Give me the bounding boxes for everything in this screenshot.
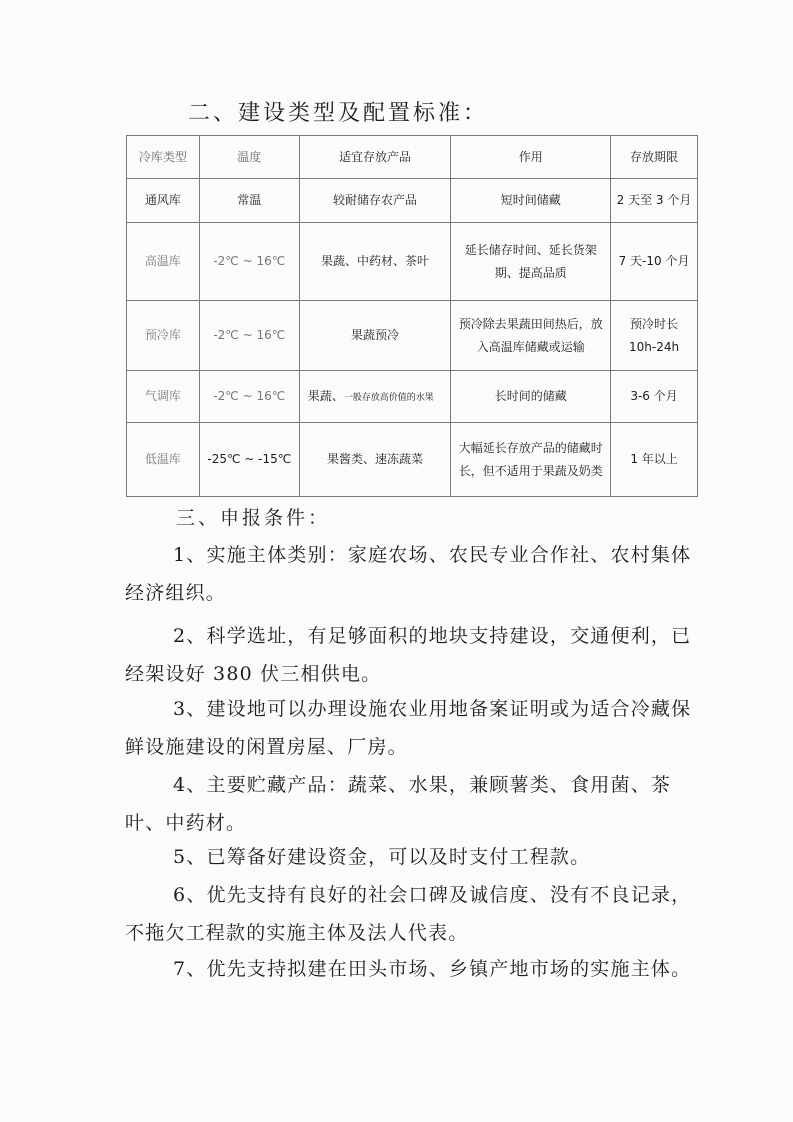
cell-temp: -2℃ ~ 16℃ — [199, 223, 299, 301]
cell-purpose-line: 入高温库储藏或运输 — [476, 339, 585, 354]
cell-purpose — [451, 223, 611, 301]
cell-product — [299, 371, 451, 423]
cell-purpose: 短时间储藏 — [451, 179, 611, 223]
condition-item: 2、科学选址，有足够面积的地块支持建设，交通便利，已经架设好 380 伏三相供电。 — [125, 625, 692, 685]
cell-purpose-line: 长，但不适用于果蔬及奶类 — [458, 463, 603, 478]
table-row — [127, 423, 698, 497]
table-header-row — [127, 136, 698, 179]
cell-purpose-line: 预冷除去果蔬田间热后，放 — [458, 316, 603, 331]
cell-period-line: 10h-24h — [628, 339, 680, 354]
table-row — [127, 301, 698, 371]
condition-item: 4、主要贮藏产品：蔬菜、水果，兼顾薯类、食用菌、茶叶、中药材。 — [125, 774, 672, 834]
cell-product-main: 果蔬、 — [307, 389, 344, 404]
table-row — [127, 179, 698, 223]
cell-temp: -2℃ ~ 16℃ — [199, 301, 299, 371]
header-cell: 作用 — [451, 136, 611, 179]
cell-period — [611, 301, 698, 371]
condition-item: 7、优先支持拟建在田头市场、乡镇产地市场的实施主体。 — [173, 958, 692, 980]
header-cell: 适宜存放产品 — [299, 136, 451, 179]
cell-temp: -2℃ ~ 16℃ — [199, 371, 299, 423]
header-cell: 冷库类型 — [127, 136, 200, 179]
cell-period: 3-6 个月 — [611, 371, 698, 423]
cell-period: 7 天-10 个月 — [611, 223, 698, 301]
section-2-heading: 二、建设类型及配置标准： — [188, 101, 489, 126]
header-cell: 温度 — [199, 136, 299, 179]
cell-purpose-line: 延长储存时间、延长货架 — [464, 242, 597, 257]
cell-product: 果蔬预冷 — [299, 301, 451, 371]
cell-purpose-line: 期、提高品质 — [494, 265, 567, 280]
cell-period: 1 年以上 — [611, 423, 698, 497]
cell-type: 高温库 — [127, 223, 200, 301]
cell-product: 较耐储存农产品 — [299, 179, 451, 223]
cell-purpose — [451, 423, 611, 497]
cell-type: 低温库 — [127, 423, 200, 497]
cell-temp: -25℃ ~ -15℃ — [199, 423, 299, 497]
table-row — [127, 223, 698, 301]
cell-product: 果蔬、中药材、茶叶 — [299, 223, 451, 301]
cell-period-line: 预冷时长 — [630, 316, 679, 331]
condition-item: 5、已筹备好建设资金，可以及时支付工程款。 — [173, 846, 591, 868]
table-row — [127, 371, 698, 423]
condition-item: 1、实施主体类别：家庭农场、农民专业合作社、农村集体经济组织。 — [125, 544, 692, 604]
cell-purpose-line: 大幅延长存放产品的储藏时 — [458, 440, 603, 455]
cell-period: 2 天至 3 个月 — [611, 179, 698, 223]
cell-product-note: 一般存放高价值的水果 — [343, 393, 434, 404]
cell-purpose — [451, 301, 611, 371]
condition-item: 3、建设地可以办理设施农业用地备案证明或为适合冷藏保鲜设施建设的闲置房屋、厂房。 — [125, 698, 692, 758]
header-cell: 存放期限 — [611, 136, 698, 179]
condition-item: 6、优先支持有良好的社会口碑及诚信度、没有不良记录，不拖欠工程款的实施主体及法人代表。 — [125, 884, 692, 944]
cold-storage-standards-table — [126, 135, 698, 497]
cell-type: 预冷库 — [127, 301, 200, 371]
cell-type: 通风库 — [127, 179, 200, 223]
section-3-heading: 三、申报条件： — [176, 507, 331, 529]
cell-purpose: 长时间的储藏 — [451, 371, 611, 423]
cell-product: 果酱类、速冻蔬菜 — [299, 423, 451, 497]
cell-type: 气调库 — [127, 371, 200, 423]
cell-temp: 常温 — [199, 179, 299, 223]
